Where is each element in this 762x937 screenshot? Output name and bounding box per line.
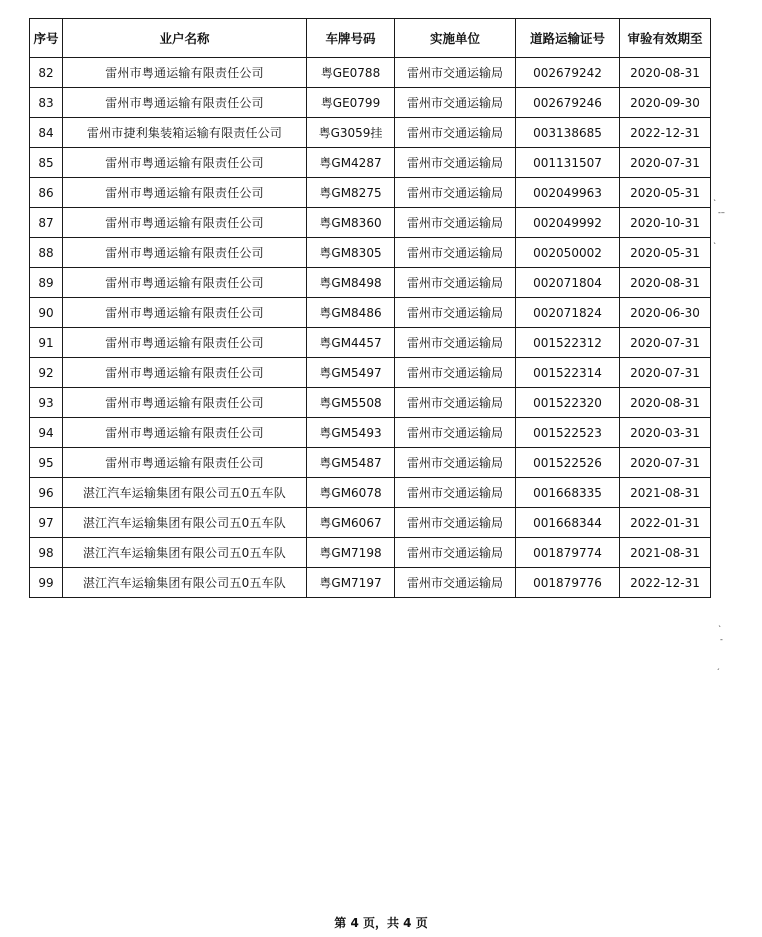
operator-name-cell: 雷州市粤通运输有限责任公司 [63, 388, 307, 418]
page-number-footer: 第 4 页，共 4 页 [334, 916, 428, 930]
serial-number-cell: 91 [30, 328, 63, 358]
table-row [30, 538, 711, 568]
plate-number-cell: 粤GM4287 [307, 148, 395, 178]
transport-cert-cell: 002049992 [516, 208, 620, 238]
serial-number-cell: 93 [30, 388, 63, 418]
serial-number-cell: 92 [30, 358, 63, 388]
plate-number-cell: 粤GM8486 [307, 298, 395, 328]
operator-name-cell: 雷州市粤通运输有限责任公司 [63, 448, 307, 478]
operator-name-cell: 湛江汽车运输集团有限公司五0五车队 [63, 568, 307, 598]
plate-number-cell: 粤GM6067 [307, 508, 395, 538]
transport-cert-cell: 001668335 [516, 478, 620, 508]
table-row [30, 568, 711, 598]
serial-number-cell: 85 [30, 148, 63, 178]
issuing-unit-cell: 雷州市交通运输局 [395, 238, 516, 268]
valid-until-cell: 2022-01-31 [620, 508, 711, 538]
valid-until-cell: 2020-07-31 [620, 448, 711, 478]
table-row [30, 118, 711, 148]
table-row [30, 328, 711, 358]
plate-number-cell: 粤GM7197 [307, 568, 395, 598]
serial-number-cell: 90 [30, 298, 63, 328]
operator-name-cell: 雷州市粤通运输有限责任公司 [63, 58, 307, 88]
serial-number-cell: 82 [30, 58, 63, 88]
issuing-unit-cell: 雷州市交通运输局 [395, 88, 516, 118]
issuing-unit-cell: 雷州市交通运输局 [395, 148, 516, 178]
transport-cert-cell: 002679246 [516, 88, 620, 118]
issuing-unit-cell: 雷州市交通运输局 [395, 358, 516, 388]
plate-number-cell: 粤GM5508 [307, 388, 395, 418]
header-transport-cert-number: 道路运输证号 [516, 19, 620, 58]
header-plate-number: 车牌号码 [307, 19, 395, 58]
issuing-unit-cell: 雷州市交通运输局 [395, 268, 516, 298]
issuing-unit-cell: 雷州市交通运输局 [395, 178, 516, 208]
operator-name-cell: 雷州市粤通运输有限责任公司 [63, 238, 307, 268]
valid-until-cell: 2020-07-31 [620, 148, 711, 178]
serial-number-cell: 97 [30, 508, 63, 538]
table-row [30, 358, 711, 388]
valid-until-cell: 2020-08-31 [620, 58, 711, 88]
table-row [30, 508, 711, 538]
transport-cert-cell: 001522526 [516, 448, 620, 478]
transport-cert-cell: 003138685 [516, 118, 620, 148]
operator-name-cell: 雷州市粤通运输有限责任公司 [63, 298, 307, 328]
issuing-unit-cell: 雷州市交通运输局 [395, 58, 516, 88]
transport-cert-cell: 002050002 [516, 238, 620, 268]
table-row [30, 238, 711, 268]
issuing-unit-cell: 雷州市交通运输局 [395, 538, 516, 568]
plate-number-cell: 粤GM8360 [307, 208, 395, 238]
issuing-unit-cell: 雷州市交通运输局 [395, 208, 516, 238]
issuing-unit-cell: 雷州市交通运输局 [395, 448, 516, 478]
valid-until-cell: 2021-08-31 [620, 478, 711, 508]
valid-until-cell: 2020-09-30 [620, 88, 711, 118]
table-row [30, 58, 711, 88]
issuing-unit-cell: 雷州市交通运输局 [395, 298, 516, 328]
operator-name-cell: 雷州市粤通运输有限责任公司 [63, 208, 307, 238]
table-row [30, 418, 711, 448]
operator-name-cell: 湛江汽车运输集团有限公司五0五车队 [63, 508, 307, 538]
valid-until-cell: 2020-05-31 [620, 178, 711, 208]
header-issuing-unit: 实施单位 [395, 19, 516, 58]
valid-until-cell: 2020-08-31 [620, 388, 711, 418]
operator-name-cell: 雷州市粤通运输有限责任公司 [63, 178, 307, 208]
plate-number-cell: 粤GM6078 [307, 478, 395, 508]
serial-number-cell: 88 [30, 238, 63, 268]
plate-number-cell: 粤G3059挂 [307, 118, 395, 148]
valid-until-cell: 2020-08-31 [620, 268, 711, 298]
issuing-unit-cell: 雷州市交通运输局 [395, 388, 516, 418]
transport-cert-cell: 002071824 [516, 298, 620, 328]
operator-name-cell: 雷州市粤通运输有限责任公司 [63, 418, 307, 448]
valid-until-cell: 2020-07-31 [620, 328, 711, 358]
valid-until-cell: 2022-12-31 [620, 568, 711, 598]
plate-number-cell: 粤GM5487 [307, 448, 395, 478]
issuing-unit-cell: 雷州市交通运输局 [395, 118, 516, 148]
serial-number-cell: 84 [30, 118, 63, 148]
valid-until-cell: 2020-07-31 [620, 358, 711, 388]
transport-cert-cell: 001522314 [516, 358, 620, 388]
plate-number-cell: 粤GM7198 [307, 538, 395, 568]
transport-cert-cell: 001879776 [516, 568, 620, 598]
valid-until-cell: 2020-10-31 [620, 208, 711, 238]
transport-cert-cell: 001522312 [516, 328, 620, 358]
transport-cert-cell: 001522523 [516, 418, 620, 448]
plate-number-cell: 粤GM8498 [307, 268, 395, 298]
table-row [30, 148, 711, 178]
issuing-unit-cell: 雷州市交通运输局 [395, 418, 516, 448]
plate-number-cell: 粤GE0799 [307, 88, 395, 118]
scan-speck: ˏ [716, 661, 720, 670]
scan-speck: ˎ [713, 235, 717, 244]
operator-name-cell: 湛江汽车运输集团有限公司五0五车队 [63, 478, 307, 508]
scan-speck: - [720, 635, 723, 644]
record-sheet [29, 18, 710, 598]
transport-cert-cell: 002679242 [516, 58, 620, 88]
operator-name-cell: 雷州市粤通运输有限责任公司 [63, 358, 307, 388]
valid-until-cell: 2020-05-31 [620, 238, 711, 268]
operator-name-cell: 雷州市粤通运输有限责任公司 [63, 328, 307, 358]
operator-name-cell: 湛江汽车运输集团有限公司五0五车队 [63, 538, 307, 568]
serial-number-cell: 96 [30, 478, 63, 508]
valid-until-cell: 2021-08-31 [620, 538, 711, 568]
transport-cert-cell: 001522320 [516, 388, 620, 418]
serial-number-cell: 99 [30, 568, 63, 598]
serial-number-cell: 87 [30, 208, 63, 238]
serial-number-cell: 94 [30, 418, 63, 448]
issuing-unit-cell: 雷州市交通运输局 [395, 508, 516, 538]
operator-name-cell: 雷州市粤通运输有限责任公司 [63, 268, 307, 298]
valid-until-cell: 2022-12-31 [620, 118, 711, 148]
transport-cert-cell: 001879774 [516, 538, 620, 568]
table-row [30, 388, 711, 418]
operator-name-cell: 雷州市粤通运输有限责任公司 [63, 88, 307, 118]
table-row [30, 88, 711, 118]
header-operator-name: 业户名称 [63, 19, 307, 58]
serial-number-cell: 98 [30, 538, 63, 568]
transport-cert-cell: 002071804 [516, 268, 620, 298]
header-valid-until: 审验有效期至 [620, 19, 711, 58]
serial-number-cell: 89 [30, 268, 63, 298]
table-row [30, 208, 711, 238]
plate-number-cell: 粤GM8305 [307, 238, 395, 268]
serial-number-cell: 86 [30, 178, 63, 208]
valid-until-cell: 2020-03-31 [620, 418, 711, 448]
scan-speck: ˋ [718, 625, 722, 634]
table-row [30, 178, 711, 208]
header-serial-number: 序号 [30, 19, 63, 58]
table-body [30, 58, 711, 598]
plate-number-cell: 粤GM5497 [307, 358, 395, 388]
table-header-row [30, 19, 711, 58]
valid-until-cell: 2020-06-30 [620, 298, 711, 328]
plate-number-cell: 粤GM4457 [307, 328, 395, 358]
table-row [30, 298, 711, 328]
plate-number-cell: 粤GM8275 [307, 178, 395, 208]
table-row [30, 478, 711, 508]
transport-cert-cell: 002049963 [516, 178, 620, 208]
scan-speck: -– [718, 208, 725, 217]
transport-cert-cell: 001131507 [516, 148, 620, 178]
plate-number-cell: 粤GM5493 [307, 418, 395, 448]
operator-name-cell: 雷州市捷利集装箱运输有限责任公司 [63, 118, 307, 148]
serial-number-cell: 95 [30, 448, 63, 478]
plate-number-cell: 粤GE0788 [307, 58, 395, 88]
issuing-unit-cell: 雷州市交通运输局 [395, 478, 516, 508]
issuing-unit-cell: 雷州市交通运输局 [395, 328, 516, 358]
issuing-unit-cell: 雷州市交通运输局 [395, 568, 516, 598]
table-row [30, 448, 711, 478]
vehicle-records-table [29, 18, 711, 598]
serial-number-cell: 83 [30, 88, 63, 118]
transport-cert-cell: 001668344 [516, 508, 620, 538]
operator-name-cell: 雷州市粤通运输有限责任公司 [63, 148, 307, 178]
scan-speck: ˋ [713, 199, 717, 208]
table-row [30, 268, 711, 298]
